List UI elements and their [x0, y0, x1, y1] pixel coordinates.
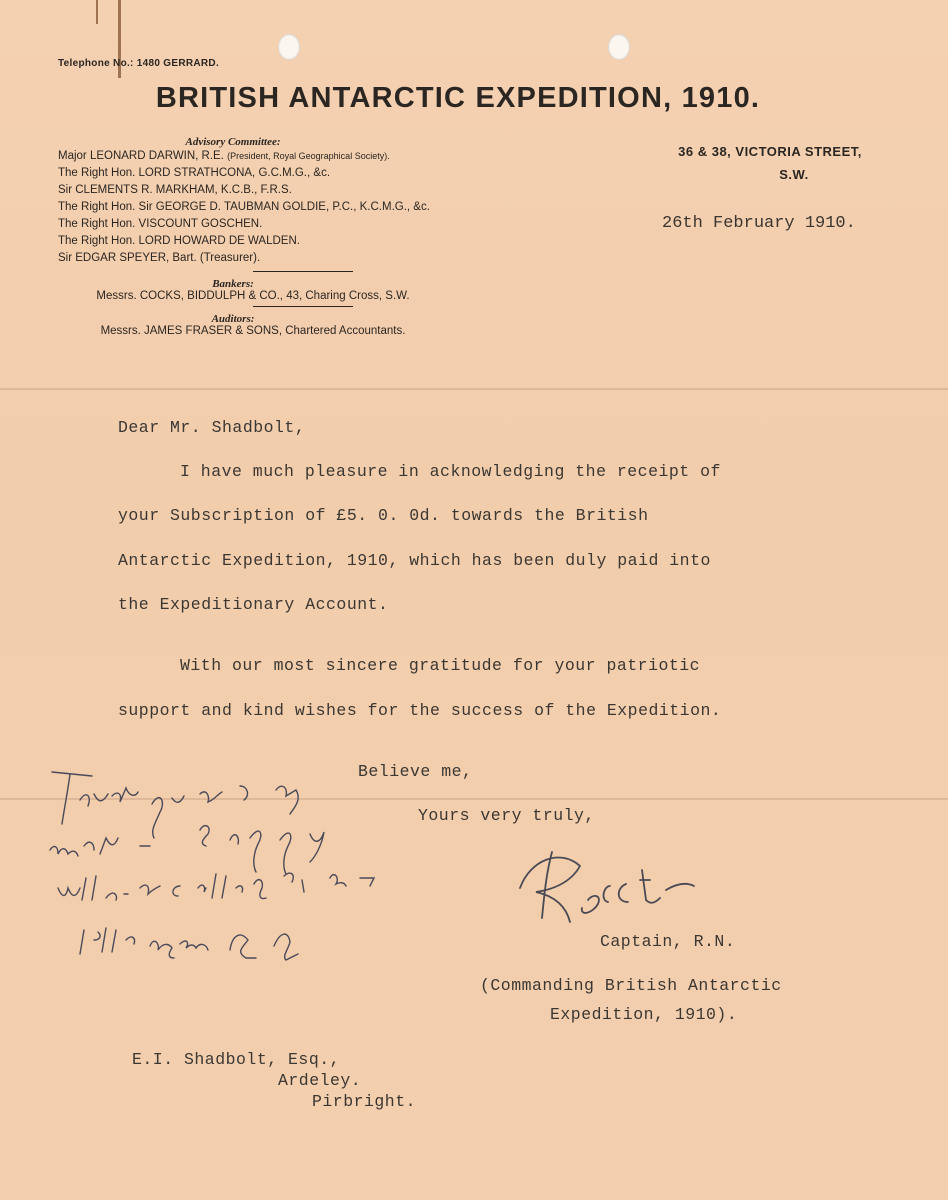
paper-tear [96, 0, 98, 24]
closing-line: Yours very truly, [418, 806, 595, 825]
body-line: the Expeditionary Account. [118, 595, 389, 614]
punch-hole [278, 34, 300, 60]
body-line: With our most sincere gratitude for your patriotic [180, 656, 701, 675]
member-note: (President, Royal Geographical Society). [227, 151, 390, 161]
letter-date: 26th February 1910. [662, 214, 856, 233]
committee-member [58, 148, 548, 165]
member-name: Sir CLEMENTS R. MARKHAM, K.C.B., F.R.S. [58, 184, 292, 196]
committee-member [58, 233, 548, 250]
signatory-role: Expedition, 1910). [550, 1005, 738, 1024]
auditors-line: Messrs. JAMES FRASER & SONS, Chartered Accountants. [100, 325, 406, 337]
member-name: The Right Hon. VISCOUNT GOSCHEN. [58, 218, 263, 230]
committee-member [58, 250, 548, 267]
punch-hole [608, 34, 630, 60]
bankers-heading: Bankers: [212, 278, 254, 290]
committee-member [58, 182, 548, 199]
committee-members [58, 148, 548, 267]
letterhead-title: BRITISH ANTARCTIC EXPEDITION, 1910. [155, 82, 761, 114]
divider [253, 271, 353, 272]
body-line: Antarctic Expedition, 1910, which has been duly paid into [118, 551, 711, 570]
signature [510, 840, 710, 930]
member-name: The Right Hon. LORD STRATHCONA, G.C.M.G., &c. [58, 167, 331, 179]
addressee-line: E.I. Shadbolt, Esq., [132, 1050, 341, 1069]
signatory-rank: Captain, R.N. [600, 932, 736, 951]
telephone-number: Telephone No.: 1480 GERRARD. [58, 58, 220, 69]
address [640, 140, 900, 186]
salutation: Dear Mr. Shadbolt, [118, 418, 306, 437]
body-line: I have much pleasure in acknowledging the receipt of [180, 462, 721, 481]
committee-block [58, 136, 548, 337]
closing-line: Believe me, [358, 762, 473, 781]
committee-member [58, 216, 548, 233]
address-line: 36 & 38, VICTORIA STREET, [678, 144, 862, 159]
divider [253, 306, 353, 307]
bankers-line: Messrs. COCKS, BIDDULPH & CO., 43, Charing Cross, S.W. [96, 290, 410, 302]
member-name: Sir EDGAR SPEYER, Bart. (Treasurer). [58, 252, 261, 264]
member-name: The Right Hon. Sir GEORGE D. TAUBMAN GOLDIE, P.C., K.C.M.G., &c. [58, 201, 430, 213]
fold-crease [0, 388, 948, 390]
committee-member [58, 165, 548, 182]
addressee-line: Ardeley. [278, 1071, 362, 1090]
committee-heading: Advisory Committee: [185, 136, 281, 148]
body-line: support and kind wishes for the success of the Expedition. [118, 701, 722, 720]
auditors-heading: Auditors: [211, 313, 255, 325]
body-line: your Subscription of £5. 0. 0d. towards the British [118, 506, 649, 525]
addressee-line: Pirbright. [312, 1092, 417, 1111]
member-name: The Right Hon. LORD HOWARD DE WALDEN. [58, 235, 300, 247]
committee-member [58, 199, 548, 216]
member-name: Major LEONARD DARWIN, R.E. [58, 150, 228, 162]
handwritten-note [40, 760, 420, 1000]
signatory-role: (Commanding British Antarctic [480, 976, 782, 995]
address-line: S.W. [779, 167, 809, 182]
